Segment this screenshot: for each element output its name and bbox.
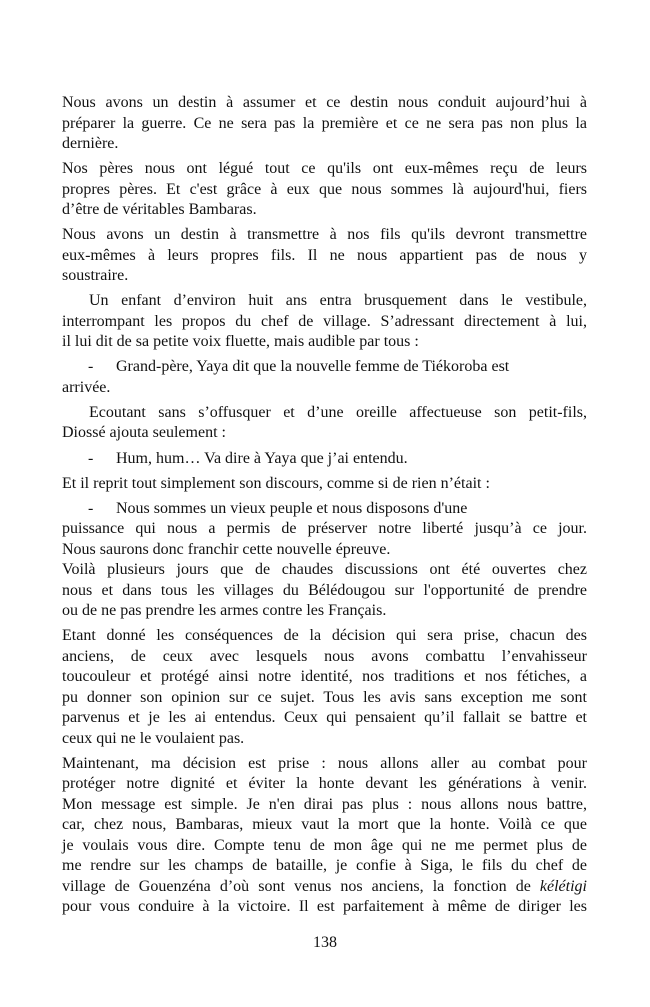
line-text: puissance qui nous a permis de préserver notre liberté jusqu’à ce jour. bbox=[62, 520, 587, 538]
line-text: Nous avons un destin à assumer et ce destin nous conduit aujourd’hui à bbox=[62, 94, 587, 111]
paragraph bbox=[62, 291, 587, 353]
text-line bbox=[62, 774, 587, 795]
paragraph bbox=[62, 403, 587, 444]
text-line bbox=[62, 332, 587, 353]
line-text: toucouleur et protégé ainsi notre identité, nos traditions et nos fétiches, a bbox=[62, 668, 587, 686]
line-text: ceux qui ne le voulaient pas. bbox=[62, 729, 245, 747]
text-line bbox=[62, 667, 587, 688]
text-line bbox=[62, 815, 587, 836]
text-line bbox=[62, 474, 587, 495]
text-line bbox=[62, 449, 587, 470]
line-text: dernière. bbox=[62, 135, 119, 152]
paragraph bbox=[62, 474, 587, 495]
text-line bbox=[62, 729, 587, 750]
line-text: propres pères. Et c'est grâce à eux que nous sommes là aujourd'hui, fiers bbox=[62, 180, 587, 198]
line-text: interrompant les propos du chef de village. S’adressant directement à lui, bbox=[62, 312, 587, 330]
line-text: Etant donné les conséquences de la décision qui sera prise, chacun des bbox=[62, 627, 587, 645]
text-line bbox=[62, 795, 587, 816]
line-text: Hum, hum… Va dire à Yaya que j’ai entendu. bbox=[116, 449, 408, 467]
line-text: Diossé ajouta seulement : bbox=[62, 424, 226, 442]
paragraph bbox=[62, 449, 587, 470]
text-line bbox=[62, 378, 587, 399]
line-text: Maintenant, ma décision est prise : nous allons aller au combat pour bbox=[62, 754, 587, 772]
text-line bbox=[62, 601, 587, 622]
line-text: préparer la guerre. Ce ne sera pas la première et ce ne sera pas non plus la bbox=[62, 114, 587, 132]
line-text: nous et dans tous les villages du Bélédougou sur l'opportunité de prendre bbox=[62, 581, 587, 599]
dialogue-dash: - bbox=[88, 499, 94, 517]
text-line bbox=[62, 856, 587, 877]
text-line bbox=[62, 93, 587, 114]
text-line bbox=[62, 499, 587, 520]
text-line bbox=[62, 897, 587, 918]
line-text: pu donner son opinion sur ce sujet. Tous les avis sans exception me sont bbox=[62, 688, 587, 706]
text-line bbox=[62, 134, 587, 155]
text-line bbox=[62, 519, 587, 540]
line-text: parvenus et je les ai entendus. Ceux qui pensaient qu’il fallait se battre et bbox=[62, 709, 587, 727]
line-text: ou de ne pas prendre les armes contre les Français. bbox=[62, 602, 387, 620]
text-line bbox=[62, 291, 587, 312]
text-line bbox=[62, 754, 587, 775]
text-line bbox=[62, 540, 587, 561]
italic-term: kélétigi bbox=[539, 877, 587, 895]
line-text: Nous avons un destin à transmettre à nos fils qu'ils devront transmettre bbox=[62, 226, 587, 244]
page-body bbox=[62, 93, 587, 923]
dialogue-dash: - bbox=[88, 358, 94, 376]
line-text: Nos pères nous ont légué tout ce qu'ils ont eux-mêmes reçu de leurs bbox=[62, 160, 587, 178]
paragraph bbox=[62, 159, 587, 221]
paragraph bbox=[62, 357, 587, 398]
line-text: il lui dit de sa petite voix fluette, mais audible par tous : bbox=[62, 333, 419, 351]
line-text: arrivée. bbox=[62, 378, 111, 396]
paragraph bbox=[62, 499, 587, 561]
text-line bbox=[62, 626, 587, 647]
line-text: je voulais vous dire. Compte tenu de mon âge qui ne me permet plus de bbox=[62, 836, 587, 854]
text-line bbox=[62, 357, 587, 378]
text-line bbox=[62, 312, 587, 333]
line-text: eux-mêmes à leurs propres fils. Il ne nous appartient pas de nous y bbox=[62, 246, 587, 264]
line-text: soustraire. bbox=[62, 267, 129, 285]
paragraph bbox=[62, 560, 587, 622]
line-text: Mon message est simple. Je n'en dirai pas plus : nous allons nous battre, bbox=[62, 795, 587, 813]
text-line bbox=[62, 581, 587, 602]
line-text: Ecoutant sans s’offusquer et d’une oreille affectueuse son petit-fils, bbox=[89, 403, 587, 421]
page-number: 138 bbox=[313, 934, 337, 951]
line-text: Voilà plusieurs jours que de chaudes discussions ont été ouvertes chez bbox=[62, 561, 587, 579]
text-line bbox=[62, 708, 587, 729]
text-line bbox=[62, 877, 587, 898]
text-line bbox=[62, 200, 587, 221]
line-text: village de Gouenzéna d’où sont venus nos anciens, la fonction de bbox=[62, 877, 540, 895]
line-text: Et il reprit tout simplement son discours, comme si de rien n’était : bbox=[62, 474, 490, 492]
text-line bbox=[62, 836, 587, 857]
dialogue-dash: - bbox=[88, 449, 94, 467]
text-line bbox=[62, 180, 587, 201]
line-text: Grand-père, Yaya dit que la nouvelle femme de Tiékoroba est bbox=[116, 358, 510, 376]
text-line bbox=[62, 114, 587, 135]
text-line bbox=[62, 225, 587, 246]
text-line bbox=[62, 159, 587, 180]
line-text: me rendre sur les champs de bataille, je confie à Siga, le fils du chef de bbox=[62, 857, 587, 875]
text-line bbox=[62, 246, 587, 267]
text-line bbox=[62, 403, 587, 424]
line-text: Nous sommes un vieux peuple et nous disposons d'une bbox=[116, 499, 468, 517]
text-line bbox=[62, 266, 587, 287]
line-text: Nous saurons donc franchir cette nouvelle épreuve. bbox=[62, 540, 391, 558]
line-text: protéger notre dignité et éviter la honte devant les générations à venir. bbox=[62, 775, 587, 793]
paragraph bbox=[62, 93, 587, 155]
line-text: car, chez nous, Bambaras, mieux vaut la mort que la honte. Voilà ce que bbox=[62, 816, 587, 834]
line-text: anciens, de ceux avec lesquels nous avons combattu l’envahisseur bbox=[62, 647, 587, 665]
line-text: Un enfant d’environ huit ans entra brusquement dans le vestibule, bbox=[89, 292, 587, 310]
text-line bbox=[62, 560, 587, 581]
paragraph bbox=[62, 754, 587, 918]
text-line bbox=[62, 423, 587, 444]
line-text: pour vous conduire à la victoire. Il est parfaitement à même de diriger les bbox=[62, 898, 587, 916]
text-line bbox=[62, 688, 587, 709]
text-line bbox=[62, 647, 587, 668]
paragraph bbox=[62, 225, 587, 287]
paragraph bbox=[62, 626, 587, 749]
line-text: d’être de véritables Bambaras. bbox=[62, 201, 257, 219]
